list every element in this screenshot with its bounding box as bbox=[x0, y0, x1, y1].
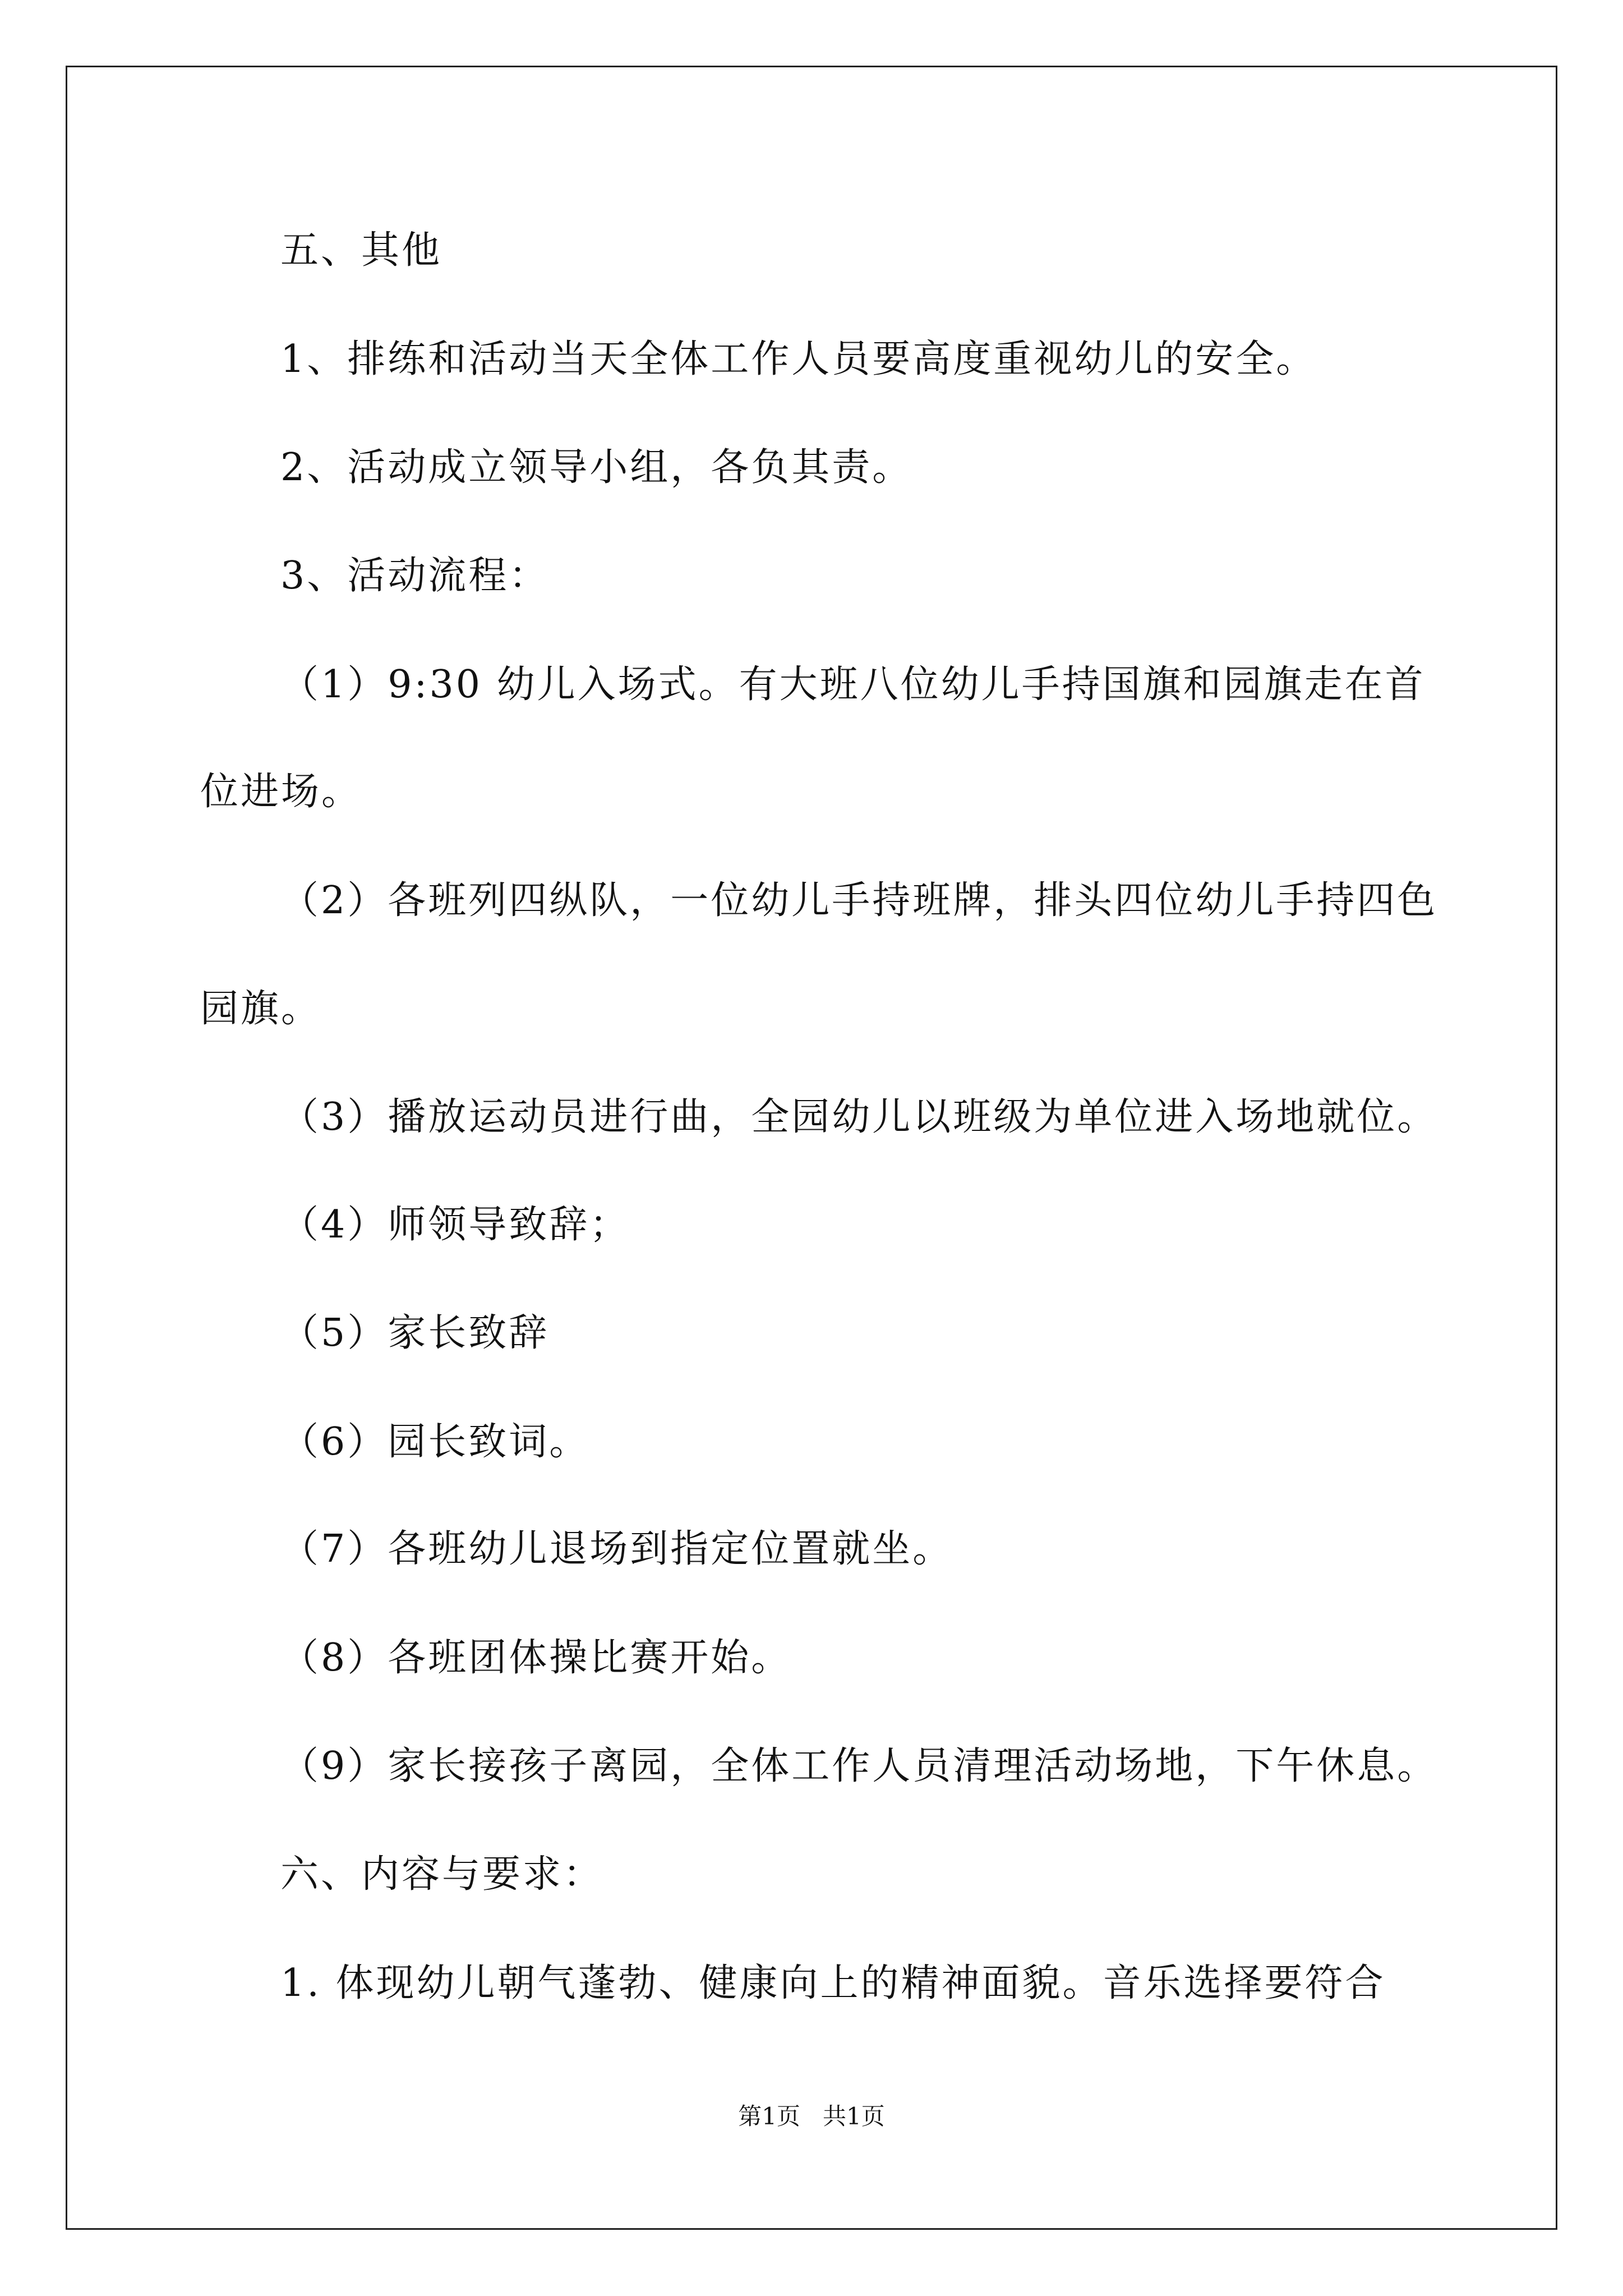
paragraph-step-9: （9）家长接孩子离园，全体工作人员清理活动场地，下午休息。 bbox=[280, 1744, 1438, 1788]
paragraph-step-4: （4）师领导致辞； bbox=[280, 1203, 630, 1247]
paragraph-content-1: 1. 体现幼儿朝气蓬勃、健康向上的精神面貌。音乐选择要符合 bbox=[280, 1961, 1386, 2005]
paragraph-step-1-cont: 位进场。 bbox=[200, 770, 362, 814]
page-footer: 第1页 共1页 bbox=[738, 2102, 885, 2130]
paragraph-step-2-cont: 园旗。 bbox=[200, 987, 322, 1031]
paragraph-step-2: （2）各班列四纵队，一位幼儿手持班牌，排头四位幼儿手持四色 bbox=[280, 878, 1438, 923]
paragraph-step-1: （1）9:30 幼儿入场式。有大班八位幼儿手持国旗和园旗走在首 bbox=[280, 662, 1426, 707]
paragraph-step-8: （8）各班团体操比赛开始。 bbox=[280, 1636, 792, 1680]
section-heading-other: 五、其他 bbox=[280, 228, 442, 273]
page-border bbox=[66, 66, 1557, 2230]
paragraph-step-5: （5）家长致辞 bbox=[280, 1311, 550, 1355]
section-heading-content: 六、内容与要求： bbox=[280, 1852, 604, 1897]
paragraph-step-3: （3）播放运动员进行曲，全园幼儿以班级为单位进入场地就位。 bbox=[280, 1095, 1438, 1139]
paragraph-leadership: 2、活动成立领导小组，各负其责。 bbox=[280, 445, 913, 490]
paragraph-step-7: （7）各班幼儿退场到指定位置就坐。 bbox=[280, 1527, 953, 1571]
paragraph-step-6: （6）园长致词。 bbox=[280, 1420, 590, 1464]
paragraph-process-heading: 3、活动流程： bbox=[280, 554, 550, 598]
paragraph-safety: 1、排练和活动当天全体工作人员要高度重视幼儿的安全。 bbox=[280, 337, 1317, 381]
